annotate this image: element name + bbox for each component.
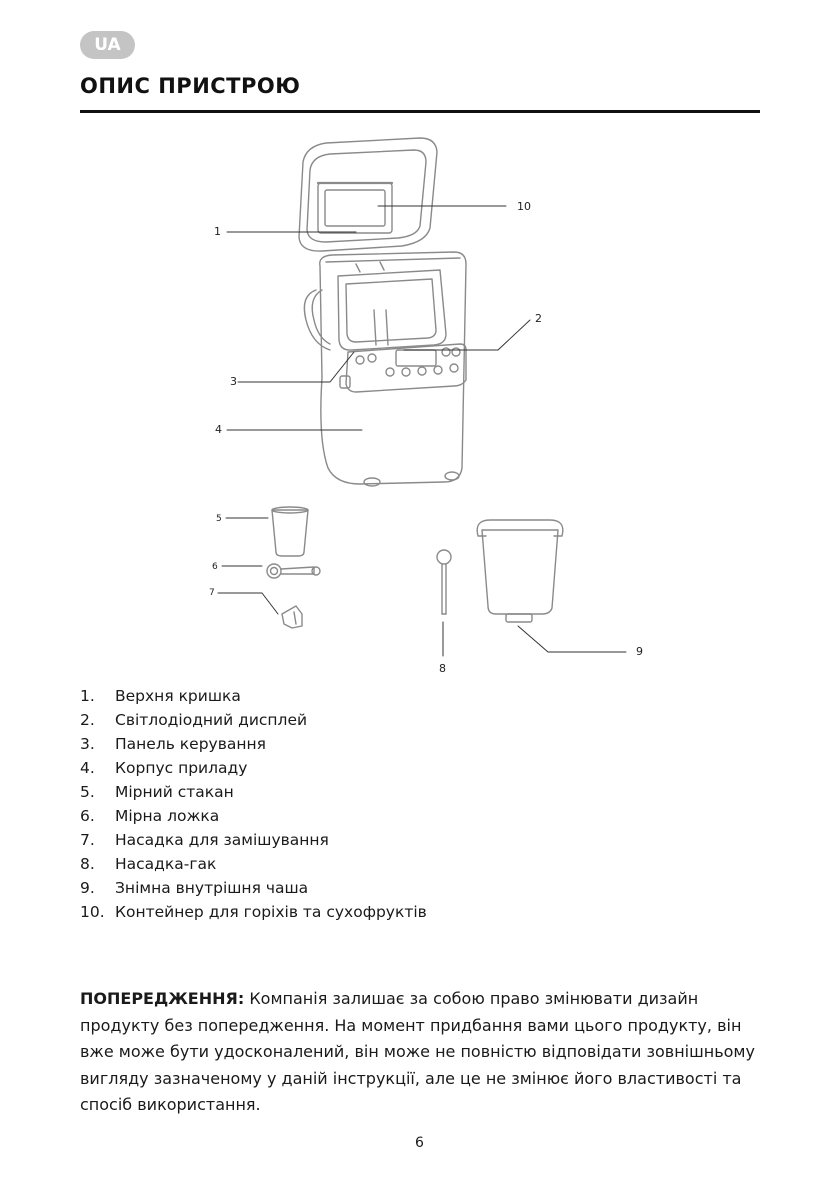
list-item	[80, 804, 427, 828]
list-item	[80, 828, 427, 852]
callout-7: 7	[209, 588, 215, 598]
list-item-number: 4.	[80, 759, 95, 777]
callout-2: 2	[535, 312, 542, 325]
kneading-paddle-drawing	[282, 606, 302, 628]
list-item-label: Корпус приладу	[115, 759, 248, 777]
list-item-label: Насадка для замішування	[115, 831, 329, 849]
page-title: ОПИС ПРИСТРОЮ	[80, 74, 301, 98]
list-item	[80, 756, 427, 780]
list-item-number: 8.	[80, 855, 95, 873]
callout-9: 9	[636, 645, 643, 658]
list-item	[80, 900, 427, 924]
callout-1: 1	[214, 225, 221, 238]
hook-drawing	[437, 550, 451, 614]
list-item-label: Знімна внутрішня чаша	[115, 879, 309, 897]
measuring-spoon-drawing	[267, 564, 320, 578]
list-item-number: 1.	[80, 687, 95, 705]
list-item-number: 7.	[80, 831, 95, 849]
callout-5: 5	[216, 514, 222, 524]
list-item-label: Світлодіодний дисплей	[115, 711, 308, 729]
list-item	[80, 780, 427, 804]
list-item-label: Панель керування	[115, 735, 266, 753]
warning-paragraph	[80, 986, 760, 1119]
callout-8: 8	[439, 662, 446, 675]
body-drawing	[304, 252, 466, 486]
list-item-label: Мірний стакан	[115, 783, 234, 801]
callout-6: 6	[212, 562, 218, 572]
list-item-label: Верхня кришка	[115, 687, 241, 705]
callout-4: 4	[215, 423, 222, 436]
list-item-label: Насадка-гак	[115, 855, 217, 873]
warning-text: Компанія залишає за собою право змінювати дизайн продукту без попередження. На момент придбання вами цього продукту, він вже може бути удосконалений, він може не повністю відповідати зовнішньому вигляду зазначеному у даній інструкції, але це не змінює його властивості та спосіб використання.	[80, 989, 755, 1114]
list-item-label: Контейнер для горіхів та сухофруктів	[115, 903, 427, 921]
list-item-number: 2.	[80, 711, 95, 729]
page-number: 6	[415, 1135, 424, 1151]
parts-list	[80, 684, 427, 924]
list-item	[80, 852, 427, 876]
leader-lines	[218, 206, 626, 656]
measuring-cup-drawing	[272, 507, 308, 556]
list-item	[80, 708, 427, 732]
callout-3: 3	[230, 375, 237, 388]
list-item-label: Мірна ложка	[115, 807, 220, 825]
list-item-number: 10.	[80, 903, 105, 921]
language-badge: UA	[80, 31, 135, 59]
lid-drawing	[299, 138, 437, 251]
callout-10: 10	[517, 200, 531, 213]
list-item-number: 5.	[80, 783, 95, 801]
list-item-number: 9.	[80, 879, 95, 897]
list-item-number: 6.	[80, 807, 95, 825]
list-item-number: 3.	[80, 735, 95, 753]
list-item	[80, 732, 427, 756]
list-item	[80, 684, 427, 708]
list-item	[80, 876, 427, 900]
bread-pan-drawing	[477, 520, 563, 622]
warning-label: ПОПЕРЕДЖЕННЯ:	[80, 989, 245, 1008]
